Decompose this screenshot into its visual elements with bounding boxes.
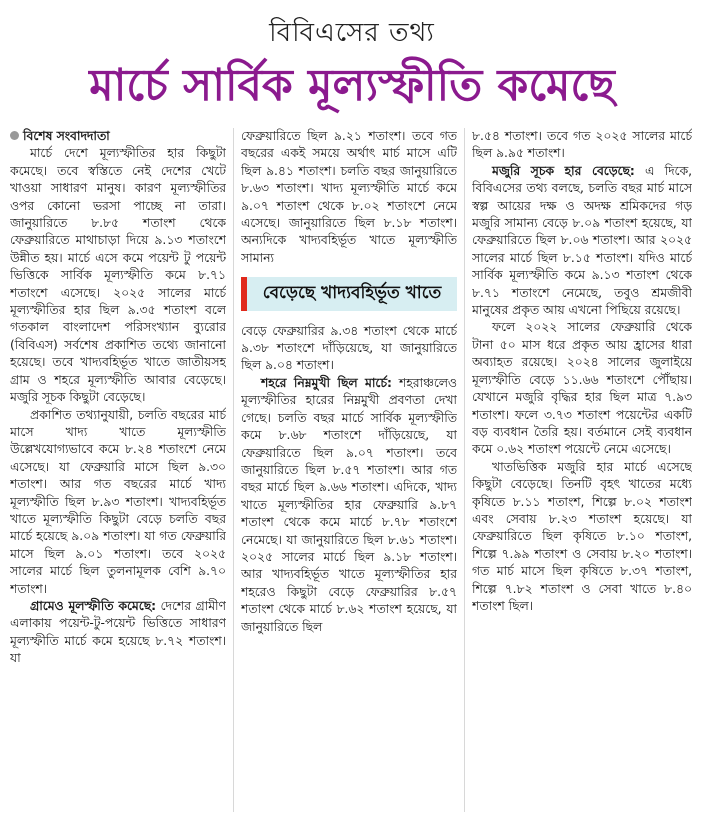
paragraph: খাতভিত্তিক মজুরি হার মার্চে এসেছে কিছুটা বেড়েছে। তিনটি বৃহৎ খাতের মধ্যে কৃষিতে ৮.১১ শতাংশ, শিল্পে ৮.০২ শতাংশ এবং সেবায় ৮.২৩ শতাংশ হয়েছে। যা ফেব্রুয়ারিতে ছিল কৃষিতে ৮.১০ শতাংশ, শিল্পে ৭.৯৯ শতাংশ ও সেবায় ৮.২০ শতাংশ। গত মার্চ মাসে ছিল কৃষিতে ৮.৩৭ শতাংশ, শিল্পে ৭.৮২ শতাংশ ও সেবা খাতে ৮.৪০ শতাংশ ছিল। bbox=[472, 459, 692, 613]
paragraph bbox=[472, 163, 692, 320]
pull-quote: বেড়েছে খাদ্যবহির্ভূত খাতে bbox=[241, 277, 457, 310]
article-column-3 bbox=[472, 128, 692, 812]
paragraph: ফলে ২০২২ সালের ফেব্রুয়ারি থেকে টানা ৫০ মাস ধরে প্রকৃত আয় হ্রাসের ধারা অব্যাহত রয়েছে। ২০২৪ সালের জুলাইয়ে মূল্যস্ফীতি বেড়ে ১১.৬৬ শতাংশে পৌঁছায়। যেখানে মজুরি বৃদ্ধির হার ছিল মাত্র ৭.৯৩ শতাংশ। ফলে ৩.৭৩ শতাংশ পয়েন্টের একটি বড় ব্যবধান তৈরি হয়। বর্তমানে সেই ব্যবধান কমে ০.৬২ শতাংশ পয়েন্টে নেমে এসেছে। bbox=[472, 320, 692, 457]
paragraph bbox=[10, 598, 226, 668]
subheading: শহরে নিম্নমুখী ছিল মার্চে: bbox=[261, 375, 392, 390]
byline bbox=[10, 128, 226, 145]
article-column-2 bbox=[241, 128, 457, 812]
subheading: গ্রামেও মূলস্ফীতি কমেছে: bbox=[30, 598, 157, 613]
paragraph-text: দেশের গ্রামীণ এলাকায় পয়েন্ট-টু-পয়েন্ট ভিত্তিতে সাধারণ মূল্যস্ফীতি মার্চে কমে হয়েছে ৮.৭২ শতাংশ। যা bbox=[10, 598, 226, 666]
subheading: মজুরি সূচক হার বেড়েছে: bbox=[492, 163, 635, 178]
column-divider bbox=[233, 128, 234, 812]
paragraph: ৮.৫৪ শতাংশ। তবে গত ২০২৫ সালের মার্চে ছিল ৯.৯৫ শতাংশ। bbox=[472, 129, 692, 161]
paragraph bbox=[241, 375, 457, 636]
column-divider bbox=[464, 128, 465, 812]
paragraph-text: এ দিকে, বিবিএসের তথ্য বলছে, চলতি বছর মার্চ মাসে স্বল্প আয়ের দক্ষ ও অদক্ষ শ্রমিকদের গড় মজুরি সামান্য বেড়ে ৮.০৯ শতাংশ হয়েছে, যা ফেব্রুয়ারিতে ছিল ৮.০৬ শতাংশ। আর ২০২৫ সালের মার্চে ছিল ৮.১৫ শতাংশ। যদিও মার্চে সার্বিক মূল্যস্ফীতি কমে ৯.১৩ শতাংশ থেকে ৮.৭১ শতাংশে নেমেছে, তবুও শ্রমজীবী মানুষের প্রকৃত আয় এখনো পিছিয়ে রয়েছে। bbox=[472, 163, 692, 318]
paragraph-text: শহরাঞ্চলেও মূল্যস্ফীতির হারের নিম্নমুখী প্রবণতা দেখা গেছে। চলতি বছর মার্চে সার্বিক মূল্যস্ফীতি কমে ৮.৬৮ শতাংশে দাঁড়িয়েছে, যা ফেব্রুয়ারিতে ছিল ৯.০৭ শতাংশ। তবে জানুয়ারিতে ছিল ৮.৫৭ শতাংশ। আর গত বছর মার্চে ছিল ৯.৬৬ শতাংশ। এদিকে, খাদ্য খাতে মূল্যস্ফীতির হার ফেব্রুয়ারি ৯.৮৭ শতাংশ থেকে কমে মার্চে ৮.৭৮ শতাংশে নেমেছে। যা জানুয়ারিতে ছিল ৮.৬১ শতাংশ। ২০২৫ সালের মার্চে ছিল ৯.১৮ শতাংশ। আর খাদ্যবহির্ভূত খাতে মূল্যস্ফীতির হার শহরেও কিছুটা বেড়ে ফেব্রুয়ারির ৮.৫৭ শতাংশ থেকে মার্চে ৮.৬২ শতাংশ হয়েছে, যা জানুয়ারিতে ছিল bbox=[241, 375, 457, 634]
paragraph: প্রকাশিত তথ্যানুযায়ী, চলতি বছরের মার্চ মাসে খাদ্য খাতে মূল্যস্ফীতি উল্লেখযোগ্যভাবে কমে ৮.২৪ শতাংশে নেমে এসেছে। যা ফেব্রুয়ারি মাসে ছিল ৯.৩০ শতাংশ। আর গত বছরের মার্চে খাদ্য মূল্যস্ফীতি ছিল ৮.৯৩ শতাংশ। খাদ্যবহির্ভূত খাতে মূল্যস্ফীতি কিছুটা বেড়ে চলতি বছর মার্চে হয়েছে ৯.০৯ শতাংশ। যা গত ফেব্রুয়ারি মাসে ছিল ৯.০১ শতাংশ। তবে ২০২৫ সালের মার্চে ছিল তুলনামূলক বেশি ৯.৭০ শতাংশ। bbox=[10, 407, 226, 596]
paragraph: মার্চে দেশে মূল্যস্ফীতির হার কিছুটা কমেছে। তবে স্বস্তিতে নেই দেশের খেটে খাওয়া সাধারণ মানুষ। কারণ মূল্যস্ফীতির ওপর কোনো ভরসা পাচ্ছে না তারা। জানুয়ারিতে ৮.৮৫ শতাংশ থেকে ফেব্রুয়ারিতে মাথাচাড়া দিয়ে ৯.১৩ শতাংশে উন্নীত হয়। মার্চে এসে কমে পয়েন্ট টু পয়েন্ট ভিত্তিকে সার্বিক মূল্যস্ফীতি কমে ৮.৭১ শতাংশে এসেছে। ২০২৫ সালের মার্চে মূল্যস্ফীতির হার ছিল ৯.৩৫ শতাংশ বলে গতকাল বাংলাদেশ পরিসংখ্যান ব্যুরোর (বিবিএস) সর্বশেষ প্রকাশিত তথ্যে জানানো হয়েছে। তবে খাদ্যবহির্ভূত খাতে জাতীয়সহ গ্রাম ও শহরে মূল্যস্ফীতি আবার বেড়েছে। মজুরি সূচক কিছুটা বেড়েছে। bbox=[10, 146, 226, 405]
paragraph: বেড়ে ফেব্রুয়ারির ৯.৩৪ শতাংশ থেকে মার্চে ৯.৩৮ শতাংশে দাঁড়িয়েছে, যা জানুয়ারিতে ছিল ৯.০৪ শতাংশ। bbox=[241, 323, 457, 373]
kicker-title: বিবিএসের তথ্য bbox=[269, 18, 435, 48]
byline-text: বিশেষ সংবাদদাতা bbox=[23, 129, 110, 143]
paragraph: ফেব্রুয়ারিতে ছিল ৯.২১ শতাংশ। তবে গত বছরের একই সময়ে অর্থাৎ মার্চ মাসে এটি ছিল ৯.৪১ শতাংশ। চলতি বছর জানুয়ারিতে ৮.৬৩ শতাংশ। খাদ্য মূল্যস্ফীতি মার্চে কমে ৯.০৭ শতাংশ থেকে ৮.০২ শতাংশে নেমে এসেছে। জানুয়ারিতে ছিল ৮.১৮ শতাংশ। অন্যদিকে খাদ্যবহির্ভূত খাতে মূল্যস্ফীতি সামান্য bbox=[241, 129, 457, 265]
headline: মার্চে সার্বিক মূল্যস্ফীতি কমেছে bbox=[89, 60, 615, 111]
article-column-1 bbox=[10, 128, 226, 812]
bullet-icon bbox=[10, 131, 19, 140]
